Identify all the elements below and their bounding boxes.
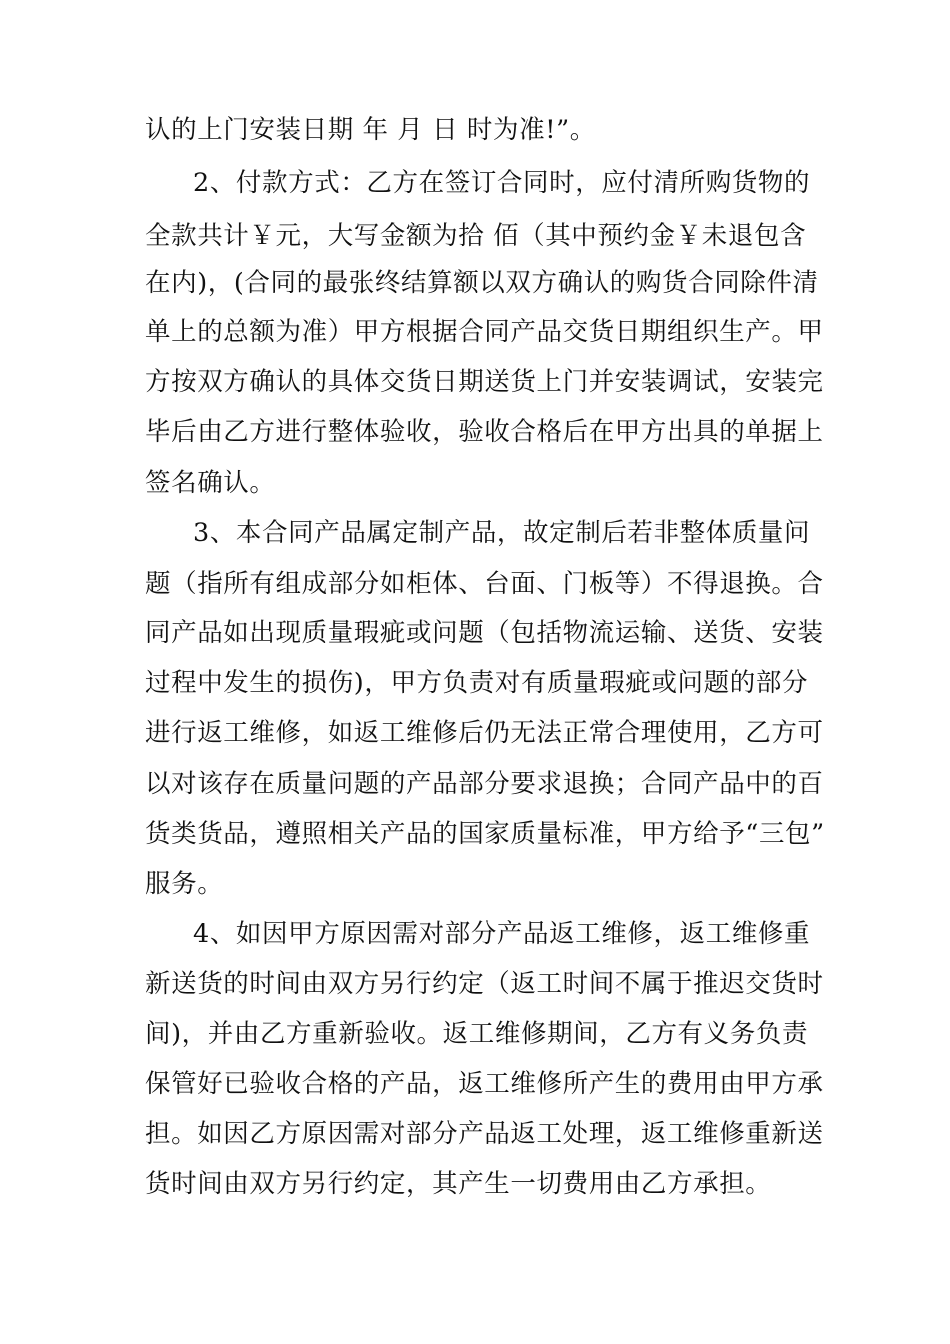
paragraph-3-start: 3、本合同产品属定制产品，故定制后若非整体质量问 — [193, 518, 811, 548]
text-line: 服务。 — [145, 869, 224, 899]
text-line: 间)，并由乙方重新验收。返工维修期间，乙方有义务负责 — [145, 1019, 809, 1049]
text-line: 签名确认。 — [145, 468, 276, 498]
text-line: 单上的总额为准）甲方根据合同产品交货日期组织生产。甲 — [145, 317, 824, 347]
text-line: 担。如因乙方原因需对部分产品返工处理，返工维修重新送 — [145, 1119, 824, 1149]
text-line: 新送货的时间由双方另行约定（返工时间不属于推迟交货时 — [145, 969, 824, 999]
text-line: 毕后由乙方进行整体验收，验收合格后在甲方出具的单据上 — [145, 417, 824, 447]
text-line: 货类货品，遵照相关产品的国家质量标准，甲方给予“三包” — [145, 819, 825, 849]
text-line: 同产品如出现质量瑕疵或问题（包括物流运输、送货、安装 — [145, 618, 824, 648]
text-line: 题（指所有组成部分如柜体、台面、门板等）不得退换。合 — [145, 569, 824, 599]
text-line: 认的上门安装日期 年 月 日 时为准!”。 — [145, 115, 596, 145]
text-line: 过程中发生的损伤)，甲方负责对有质量瑕疵或问题的部分 — [145, 668, 809, 698]
text-line: 全款共计￥元，大写金额为拾 佰（其中预约金￥未退包含 — [145, 221, 807, 251]
text-line: 进行返工维修，如返工维修后仍无法正常合理使用，乙方可 — [145, 718, 824, 748]
text-line: 保管好已验收合格的产品，返工维修所产生的费用由甲方承 — [145, 1069, 824, 1099]
text-line: 方按双方确认的具体交货日期送货上门并安装调试，安装完 — [145, 367, 824, 397]
paragraph-4-start: 4、如因甲方原因需对部分产品返工维修，返工维修重 — [193, 919, 811, 949]
text-line: 货时间由双方另行约定，其产生一切费用由乙方承担。 — [145, 1169, 772, 1199]
text-line: 以对该存在质量问题的产品部分要求退换；合同产品中的百 — [145, 769, 824, 799]
paragraph-2-start: 2、付款方式：乙方在签订合同时，应付清所购货物的 — [193, 168, 811, 198]
text-line: 在内)，(合同的最张终结算额以双方确认的购货合同除件清 — [145, 268, 819, 298]
